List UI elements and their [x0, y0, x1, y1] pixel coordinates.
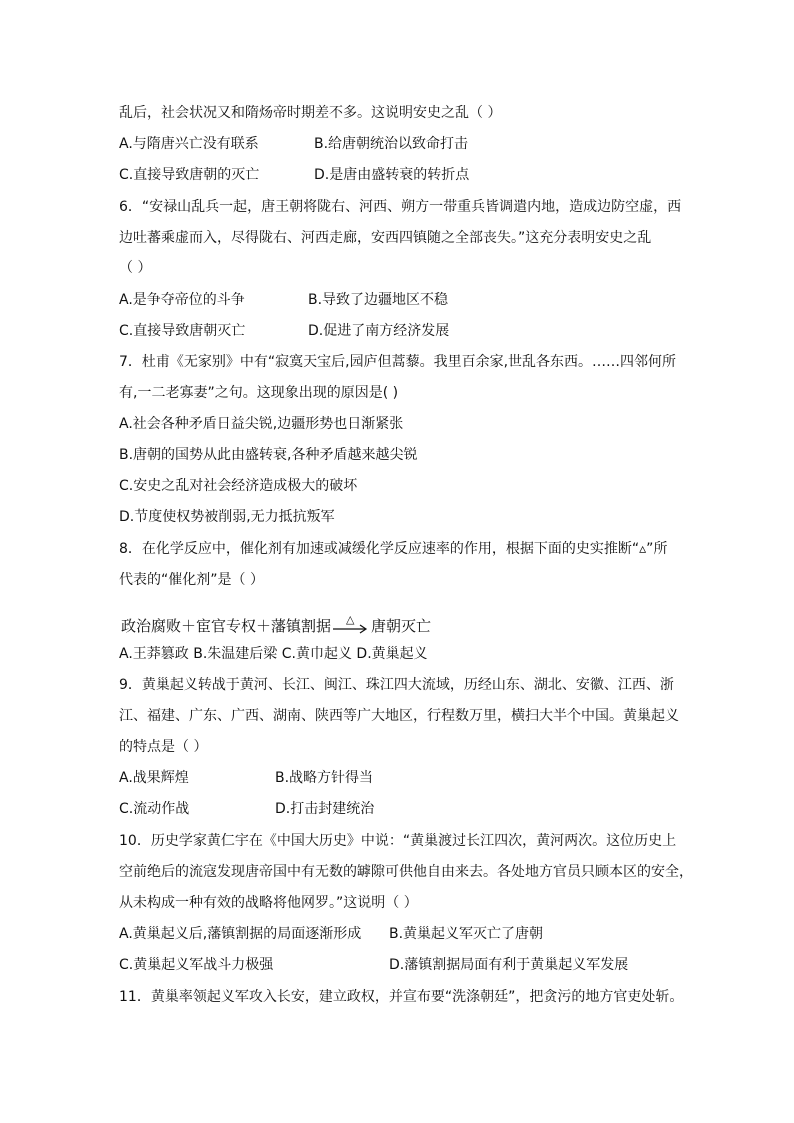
q10-option-c: C.黄巢起义军战斗力极强: [119, 957, 274, 973]
q7-option-d: D.节度使权势被削弱,无力抵抗叛军: [119, 509, 335, 525]
catalyst-formula: [121, 608, 431, 636]
question-8-stem-line-1: 8．在化学反应中，催化剂有加速或减缓化学反应速率的作用，根据下面的史实推断“▵”所: [119, 541, 668, 557]
q9-option-d: D.打击封建统治: [275, 801, 375, 817]
q10-option-b: B.黄巢起义军灭亡了唐朝: [389, 926, 544, 942]
question-8-stem-line-2: 代表的“催化剂”是（ ）: [119, 572, 264, 588]
q9-option-b: B.战略方针得当: [275, 770, 374, 786]
q5-option-d: D.是唐由盛转衰的转折点: [314, 167, 470, 183]
question-6-stem-line-1: 6．“安禄山乱兵一起，唐王朝将陇右、河西、朔方一带重兵皆调遣内地，造成边防空虚，西: [119, 199, 682, 215]
q6-option-d: D.促进了南方经济发展: [308, 323, 450, 339]
q9-option-a: A.战果辉煌: [119, 770, 189, 786]
q10-option-a: A.黄巢起义后,藩镇割据的局面逐渐形成: [119, 926, 362, 942]
formula-reactants: 政治腐败＋宦官专权＋藩镇割据: [121, 617, 332, 635]
q5-option-b: B.给唐朝统治以致命打击: [314, 136, 469, 152]
question-7-stem-line-1: 7．杜甫《无家别》中有“寂寞天宝后,园庐但蒿藜。我里百余家,世乱各东西。……四邻何所: [119, 354, 677, 370]
q5-option-c: C.直接导致唐朝的灭亡: [119, 167, 260, 183]
q8-options: A.王莽篡政 B.朱温建后梁 C.黄巾起义 D.黄巢起义: [119, 646, 428, 662]
formula-product: 唐朝灭亡: [371, 617, 432, 635]
question-10-stem-line-2: 空前绝后的流寇发现唐帝国中有无数的罅隙可供他自由来去。各处地方官员只顾本区的安全，: [119, 864, 693, 880]
question-9-stem-line-1: 9．黄巢起义转战于黄河、长江、闽江、珠江四大流域，历经山东、湖北、安徽、江西、浙: [119, 677, 674, 693]
q5-option-a: A.与隋唐兴亡没有联系: [119, 136, 259, 152]
q10-option-d: D.藩镇割据局面有利于黄巢起义军发展: [389, 957, 629, 973]
question-11-stem-line-1: 11．黄巢率领起义军攻入长安，建立政权，并宣布要“洗涤朝廷”，把贪污的地方官吏处斩。: [119, 989, 684, 1005]
question-9-stem-line-3: 的特点是（ ）: [119, 739, 208, 755]
q6-option-c: C.直接导致唐朝灭亡: [119, 323, 246, 339]
q7-option-b: B.唐朝的国势从此由盛转衰,各种矛盾越来越尖锐: [119, 447, 418, 463]
question-10-stem-line-3: 从未构成一种有效的战略将他网罗。”这说明（ ）: [119, 895, 418, 911]
q7-option-c: C.安史之乱对社会经济造成极大的破坏: [119, 478, 358, 494]
question-5-stem-continued: 乱后，社会状况又和隋炀帝时期差不多。这说明安史之乱（ ）: [119, 105, 502, 121]
question-7-stem-line-2: 有,一二老寡妻”之句。这现象出现的原因是( ): [119, 385, 399, 401]
question-9-stem-line-2: 江、福建、广东、广西、湖南、陕西等广大地区，行程数万里，横扫大半个中国。黄巢起义: [119, 708, 679, 724]
q7-option-a: A.社会各种矛盾日益尖锐,边疆形势也日渐紧张: [119, 416, 404, 432]
question-10-stem-line-1: 10．历史学家黄仁宇在《中国大历史》中说：“黄巢渡过长江四次，黄河两次。这位历史上: [119, 833, 677, 849]
q9-option-c: C.流动作战: [119, 801, 190, 817]
question-6-stem-line-3: （ ）: [119, 260, 152, 276]
question-6-stem-line-2: 边吐蕃乘虚而入，尽得陇右、河西走廊，安西四镇随之全部丧失。”这充分表明安史之乱: [119, 230, 652, 246]
reaction-arrow-icon: [332, 614, 370, 636]
formula-catalyst-symbol: △: [346, 614, 355, 626]
q6-option-b: B.导致了边疆地区不稳: [308, 292, 449, 308]
q6-option-a: A.是争夺帝位的斗争: [119, 292, 245, 308]
